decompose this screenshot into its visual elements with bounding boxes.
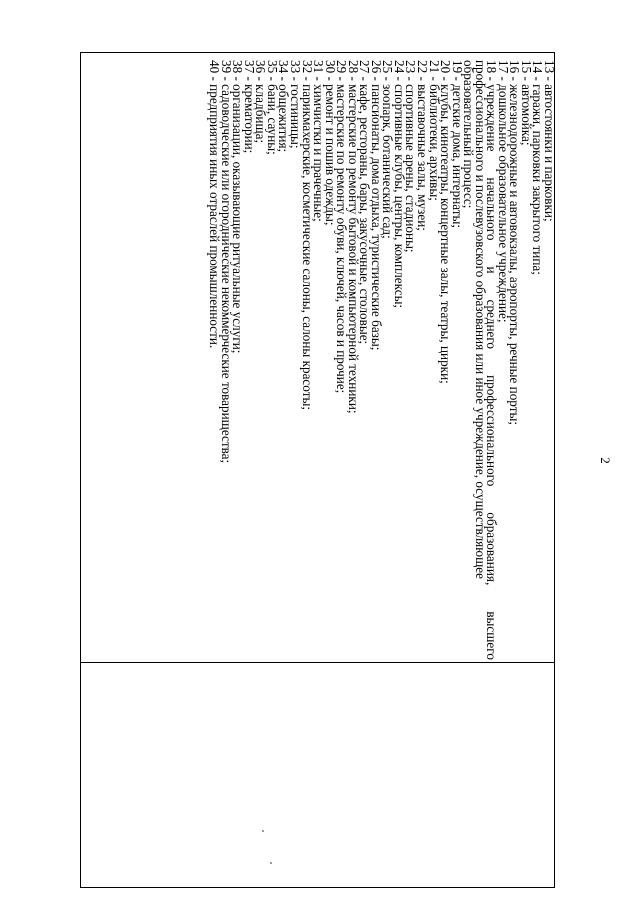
word: образования, bbox=[484, 512, 500, 586]
list-item: 39 - садоводческие или огороднические некоммерческие товарищества; bbox=[218, 60, 234, 464]
list-item: 15 - автомойка; bbox=[518, 60, 534, 146]
list-item: 31 - химчистки и прачечные; bbox=[311, 60, 327, 222]
page-number: 2 bbox=[597, 457, 613, 464]
word: профессионального bbox=[484, 375, 500, 487]
scan-speck bbox=[262, 830, 264, 832]
word: 18 - учреждение bbox=[484, 60, 500, 152]
list-item: 19 - детские дома, интернаты; bbox=[449, 60, 465, 229]
list-item: 26 - пансионаты, дома отдыха, туристические базы; bbox=[368, 60, 384, 351]
list-item: 20 - клубы, кинотеатры, концертные залы, театры, цирки; bbox=[438, 60, 454, 384]
list-item: 21 - библиотеки, архивы; bbox=[426, 60, 442, 201]
list-item: 29 - мастерские по ремонту обуви, ключей, часов и прочие; bbox=[334, 60, 350, 394]
list-item: 30 - ремонт и пошив одежды; bbox=[322, 60, 338, 226]
list-item: 35 - бани, сауны; bbox=[264, 60, 280, 155]
list-item: 40 - предприятия иных отраслей промышленности. bbox=[207, 60, 223, 349]
table-column-divider bbox=[80, 662, 555, 663]
scan-speck bbox=[270, 862, 272, 864]
list-item: 13 - автостоянки и парковки; bbox=[542, 60, 557, 222]
list-item: 27 - кафе, рестораны, бары, закусочные, столовые; bbox=[357, 60, 373, 345]
list-item: 33 - гостиницы; bbox=[287, 60, 303, 149]
rotated-list bbox=[75, 60, 555, 660]
list-item: 32 - парикмахерские, косметические салоны, салоны красоты; bbox=[299, 60, 315, 410]
list-item-18-line2: профессионального и послевузовского образования или иное учреждение, осуществляющее bbox=[472, 60, 488, 579]
list-item: 16 - железнодорожные и автовокзалы, аэропорты, речные порты; bbox=[507, 60, 523, 426]
list-item: 28 - мастерские по ремонту бытовой и компьютерной техники; bbox=[345, 60, 361, 414]
list-item: 14 - гаражи, парковки закрытого типа; bbox=[530, 60, 546, 275]
list-item: 38 - организации, оказывающие ритуальные услуги; bbox=[230, 60, 246, 354]
list-item: 23 - спортивные арены, стадионы; bbox=[403, 60, 419, 253]
list-item: 22 - выставочные залы, музеи; bbox=[414, 60, 430, 231]
list-item: 17 - дошкольное образовательное учреждение; bbox=[495, 60, 511, 323]
word: и bbox=[484, 266, 500, 274]
word: среднего bbox=[484, 299, 500, 350]
list-item: 34 - общежития; bbox=[276, 60, 292, 153]
list-item-18-line3: образовательный процесс; bbox=[461, 60, 477, 209]
list-item: 25 - зоопарк, ботанический сад; bbox=[380, 60, 396, 239]
word: начального bbox=[484, 177, 500, 241]
list-item: 36 - кладбища; bbox=[253, 60, 269, 144]
word: высшего bbox=[484, 611, 500, 660]
list-item: 37 - крематории; bbox=[241, 60, 257, 154]
list-item: 24 - спортивные клубы, центры, комплексы; bbox=[391, 60, 407, 309]
